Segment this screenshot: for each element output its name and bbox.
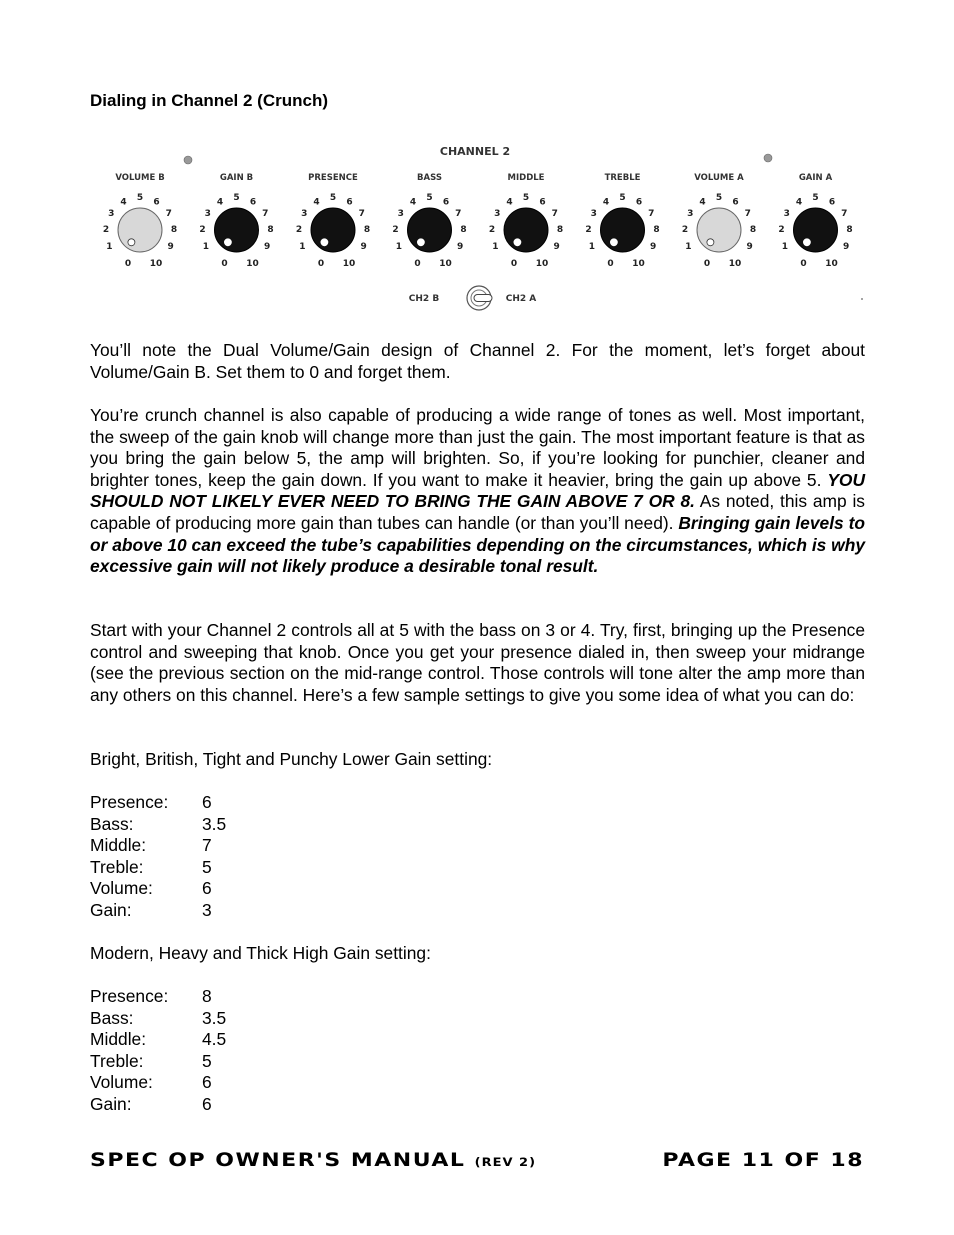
knob-scale-number: 4 bbox=[602, 197, 610, 208]
knob-scale-number: 2 bbox=[102, 225, 110, 236]
setting-row bbox=[90, 1008, 226, 1030]
knob-scale-number: 3 bbox=[494, 209, 501, 219]
knob-pointer bbox=[417, 239, 424, 246]
knob-scale-number: 2 bbox=[295, 225, 303, 236]
knob-label: TREBLE bbox=[604, 173, 641, 183]
setting-label: Presence: bbox=[90, 792, 169, 812]
knob-scale-number: 0 bbox=[703, 259, 711, 269]
knob-scale-number: 3 bbox=[108, 209, 115, 219]
gain-warning-1: YOU SHOULD NOT LIKELY EVER NEED TO BRING THE GAIN ABOVE 7 OR 8. bbox=[90, 469, 865, 512]
knob-presence bbox=[296, 173, 370, 269]
setting-row bbox=[90, 900, 226, 922]
knob-label: GAIN B bbox=[219, 173, 254, 183]
knob-scale-number: 3 bbox=[687, 209, 694, 219]
gain-warning-2: Bringing gain levels to or above 10 can exceed the tube’s capabilities depending on the circumstances, which is why excessive gain will not likely produce a desirable tonal result. bbox=[90, 512, 865, 577]
knob-scale-number: 9 bbox=[360, 241, 367, 252]
panel-title: CHANNEL 2 bbox=[439, 145, 511, 158]
knob-scale-number: 2 bbox=[778, 225, 785, 236]
knob-middle bbox=[489, 173, 563, 269]
knob-scale-number: 0 bbox=[124, 259, 132, 269]
knob-scale-number: 6 bbox=[828, 197, 836, 208]
knob-gain-a bbox=[778, 173, 852, 269]
knob-scale-number: 6 bbox=[153, 197, 160, 208]
knob-scale-number: 5 bbox=[426, 193, 433, 203]
setting-row bbox=[90, 792, 226, 814]
knob-scale-number: 8 bbox=[170, 225, 178, 236]
knob-scale-number: 6 bbox=[442, 197, 450, 208]
knob-scale-number: 5 bbox=[715, 193, 723, 203]
manual-title: SPEC OP OWNER'S MANUAL bbox=[90, 1150, 466, 1172]
setting-1-title: Bright, British, Tight and Punchy Lower Gain setting: bbox=[90, 749, 493, 769]
setting-value: 7 bbox=[202, 835, 212, 855]
knob-scale-number: 2 bbox=[488, 225, 496, 236]
switch-label-ch2a: CH2 A bbox=[505, 294, 537, 304]
setting-row bbox=[90, 857, 226, 879]
volume-b-led-icon bbox=[184, 156, 192, 164]
knob-scale-number: 7 bbox=[551, 209, 558, 219]
knob-body bbox=[794, 208, 838, 252]
knob-scale-number: 3 bbox=[301, 209, 308, 219]
knob-scale-number: 5 bbox=[329, 193, 337, 203]
knob-scale-number: 7 bbox=[455, 209, 462, 219]
setting-value: 8 bbox=[202, 986, 212, 1006]
knob-pointer bbox=[514, 239, 521, 246]
setting-value: 5 bbox=[202, 856, 212, 877]
knob-pointer bbox=[321, 239, 328, 246]
knob-scale-number: 5 bbox=[812, 193, 819, 203]
knob-pointer bbox=[803, 239, 810, 246]
crunch-text-2: As noted, this amp is capable of producing more gain than tubes can handle (or than you’ll need). bbox=[90, 491, 865, 533]
knob-scale-number: 0 bbox=[800, 259, 807, 269]
crunch-paragraph bbox=[90, 405, 865, 578]
knob-scale-number: 10 bbox=[632, 259, 645, 269]
setting-2-list bbox=[90, 986, 226, 1115]
knob-label: VOLUME A bbox=[694, 173, 744, 183]
volume-a-led-icon bbox=[764, 154, 772, 162]
channel-2-panel-illustration bbox=[88, 138, 866, 313]
knob-body bbox=[601, 208, 645, 252]
knob-scale-number: 1 bbox=[588, 241, 596, 252]
knob-scale-number: 7 bbox=[358, 209, 365, 219]
knob-pointer bbox=[707, 239, 714, 246]
knob-label: BASS bbox=[417, 173, 442, 183]
footer-page-number: PAGE 11 OF 18 bbox=[662, 1150, 864, 1172]
setting-row bbox=[90, 814, 226, 836]
knob-scale-number: 2 bbox=[681, 225, 689, 236]
knob-scale-number: 7 bbox=[262, 209, 269, 219]
knob-scale-number: 2 bbox=[199, 225, 206, 236]
knob-scale-number: 9 bbox=[167, 241, 174, 252]
knob-scale-number: 5 bbox=[136, 193, 144, 203]
section-heading: Dialing in Channel 2 (Crunch) bbox=[90, 91, 329, 110]
panel-mark bbox=[861, 298, 863, 300]
setting-value: 6 bbox=[202, 878, 212, 898]
amp-panel-svg bbox=[88, 138, 866, 313]
knob-scale-number: 6 bbox=[635, 197, 643, 208]
setting-label: Bass: bbox=[90, 1007, 134, 1028]
channel-toggle-switch-icon bbox=[467, 286, 492, 310]
knob-scale-number: 8 bbox=[363, 225, 371, 236]
knob-body bbox=[697, 208, 741, 252]
knob-scale-number: 4 bbox=[795, 197, 803, 208]
knob-body bbox=[118, 208, 162, 252]
knob-scale-number: 7 bbox=[841, 209, 848, 219]
start-paragraph: Start with your Channel 2 controls all at 5 with the bass on 3 or 4. Try, first, bringing up the Presence control and sweeping that knob. Once you get your presence dialed in, then sweep your midrange (see the previous section on the mid-range control. Those controls will tone alter the amp more than any others on this channel. Here’s a few sample settings to give you some idea of what you can do: bbox=[90, 620, 865, 705]
knob-scale-number: 9 bbox=[553, 241, 560, 252]
knob-body bbox=[215, 208, 259, 252]
knob-scale-number: 2 bbox=[392, 225, 399, 236]
knob-label: MIDDLE bbox=[507, 173, 545, 183]
setting-row bbox=[90, 986, 226, 1008]
knob-body bbox=[408, 208, 452, 252]
knob-scale-number: 8 bbox=[846, 225, 853, 236]
knob-pointer bbox=[224, 239, 231, 246]
knob-scale-number: 3 bbox=[590, 209, 597, 219]
knob-scale-number: 4 bbox=[409, 197, 417, 208]
knob-scale-number: 6 bbox=[249, 197, 257, 208]
setting-value: 4.5 bbox=[202, 1029, 227, 1049]
knob-scale-number: 7 bbox=[165, 209, 172, 219]
setting-1-list bbox=[90, 792, 226, 921]
knob-scale-number: 6 bbox=[732, 197, 739, 208]
setting-label: Gain: bbox=[90, 899, 132, 920]
knob-scale-number: 8 bbox=[653, 225, 660, 236]
knob-label: PRESENCE bbox=[308, 173, 358, 183]
knob-scale-number: 1 bbox=[395, 241, 403, 252]
knob-body bbox=[311, 208, 355, 252]
knob-scale-number: 1 bbox=[781, 241, 789, 252]
knob-scale-number: 1 bbox=[106, 241, 113, 252]
knob-scale-number: 10 bbox=[439, 259, 452, 269]
knob-scale-number: 5 bbox=[619, 193, 626, 203]
knob-scale-number: 9 bbox=[842, 241, 850, 252]
knob-scale-number: 1 bbox=[492, 241, 499, 252]
knob-scale-number: 3 bbox=[204, 209, 211, 219]
knob-scale-number: 0 bbox=[414, 259, 421, 269]
knob-scale-number: 4 bbox=[313, 197, 320, 208]
knob-scale-number: 10 bbox=[535, 259, 549, 269]
setting-value: 5 bbox=[202, 1050, 212, 1071]
knob-scale-number: 8 bbox=[267, 225, 274, 236]
setting-value: 3 bbox=[202, 899, 212, 920]
knob-scale-number: 6 bbox=[346, 197, 353, 208]
manual-revision: (REV 2) bbox=[474, 1156, 537, 1170]
knob-volume-b bbox=[103, 173, 177, 269]
knob-scale-number: 9 bbox=[649, 241, 657, 252]
knob-volume-a bbox=[682, 173, 756, 269]
footer-manual-title bbox=[90, 1150, 536, 1171]
knob-scale-number: 4 bbox=[120, 197, 127, 208]
knob-scale-number: 0 bbox=[221, 259, 228, 269]
crunch-text-1: You’re crunch channel is also capable of producing a wide range of tones as well. Most important, the sweep of the gain knob will change more than just the gain. The most important feature is that as you bring the gain below 5, the amp will brighten. So, if you’re looking for punchier, cleaner and brighter tones, keep the gain down. If you want to make it heavier, bring the gain up above 5. bbox=[90, 405, 865, 490]
setting-label: Gain: bbox=[90, 1093, 132, 1114]
setting-value: 6 bbox=[202, 1093, 212, 1114]
knob-scale-number: 10 bbox=[246, 259, 259, 269]
setting-label: Treble: bbox=[90, 856, 144, 877]
setting-value: 3.5 bbox=[202, 1007, 227, 1028]
knob-scale-number: 1 bbox=[299, 241, 306, 252]
knob-scale-number: 10 bbox=[149, 259, 163, 269]
knob-body bbox=[504, 208, 548, 252]
setting-label: Middle: bbox=[90, 1029, 147, 1049]
knob-scale-number: 1 bbox=[202, 241, 210, 252]
setting-row bbox=[90, 835, 226, 857]
knob-scale-number: 7 bbox=[744, 209, 751, 219]
setting-label: Presence: bbox=[90, 986, 169, 1006]
setting-value: 3.5 bbox=[202, 813, 227, 834]
setting-label: Middle: bbox=[90, 835, 147, 855]
setting-label: Volume: bbox=[90, 1072, 153, 1092]
knob-scale-number: 5 bbox=[233, 193, 240, 203]
knob-pointer bbox=[128, 239, 135, 246]
knob-pointer bbox=[610, 239, 617, 246]
knob-scale-number: 3 bbox=[397, 209, 404, 219]
setting-2-title: Modern, Heavy and Thick High Gain setting: bbox=[90, 943, 431, 963]
knob-scale-number: 8 bbox=[460, 225, 467, 236]
switch-label-ch2b: CH2 B bbox=[408, 294, 440, 304]
knob-label: VOLUME B bbox=[115, 173, 165, 183]
knob-scale-number: 8 bbox=[749, 225, 757, 236]
knob-scale-number: 0 bbox=[317, 259, 325, 269]
knob-scale-number: 5 bbox=[522, 193, 530, 203]
knob-scale-number: 0 bbox=[607, 259, 614, 269]
setting-row bbox=[90, 1051, 226, 1073]
setting-row bbox=[90, 1094, 226, 1116]
setting-value: 6 bbox=[202, 1072, 212, 1092]
intro-paragraph: You’ll note the Dual Volume/Gain design of Channel 2. For the moment, let’s forget about Volume/Gain B. Set them to 0 and forget them. bbox=[90, 340, 865, 382]
knob-scale-number: 3 bbox=[783, 209, 790, 219]
knob-scale-number: 4 bbox=[699, 197, 706, 208]
setting-row bbox=[90, 878, 226, 900]
knob-label: GAIN A bbox=[798, 173, 833, 183]
knob-scale-number: 0 bbox=[510, 259, 518, 269]
knob-scale-number: 6 bbox=[539, 197, 546, 208]
knob-treble bbox=[585, 173, 659, 269]
setting-value: 6 bbox=[202, 792, 212, 812]
setting-label: Bass: bbox=[90, 813, 134, 834]
knob-scale-number: 10 bbox=[728, 259, 742, 269]
knob-scale-number: 2 bbox=[585, 225, 592, 236]
setting-row bbox=[90, 1072, 226, 1094]
knob-scale-number: 8 bbox=[556, 225, 564, 236]
knob-scale-number: 1 bbox=[685, 241, 692, 252]
knob-scale-number: 10 bbox=[342, 259, 356, 269]
knob-bass bbox=[392, 173, 466, 269]
knob-scale-number: 10 bbox=[825, 259, 838, 269]
knob-scale-number: 7 bbox=[648, 209, 655, 219]
setting-row bbox=[90, 1029, 226, 1051]
knob-scale-number: 4 bbox=[216, 197, 224, 208]
knob-scale-number: 9 bbox=[263, 241, 271, 252]
knob-scale-number: 9 bbox=[456, 241, 464, 252]
setting-label: Volume: bbox=[90, 878, 153, 898]
knob-gain-b bbox=[199, 173, 273, 269]
knob-scale-number: 4 bbox=[506, 197, 513, 208]
knob-scale-number: 9 bbox=[746, 241, 753, 252]
setting-label: Treble: bbox=[90, 1050, 144, 1071]
